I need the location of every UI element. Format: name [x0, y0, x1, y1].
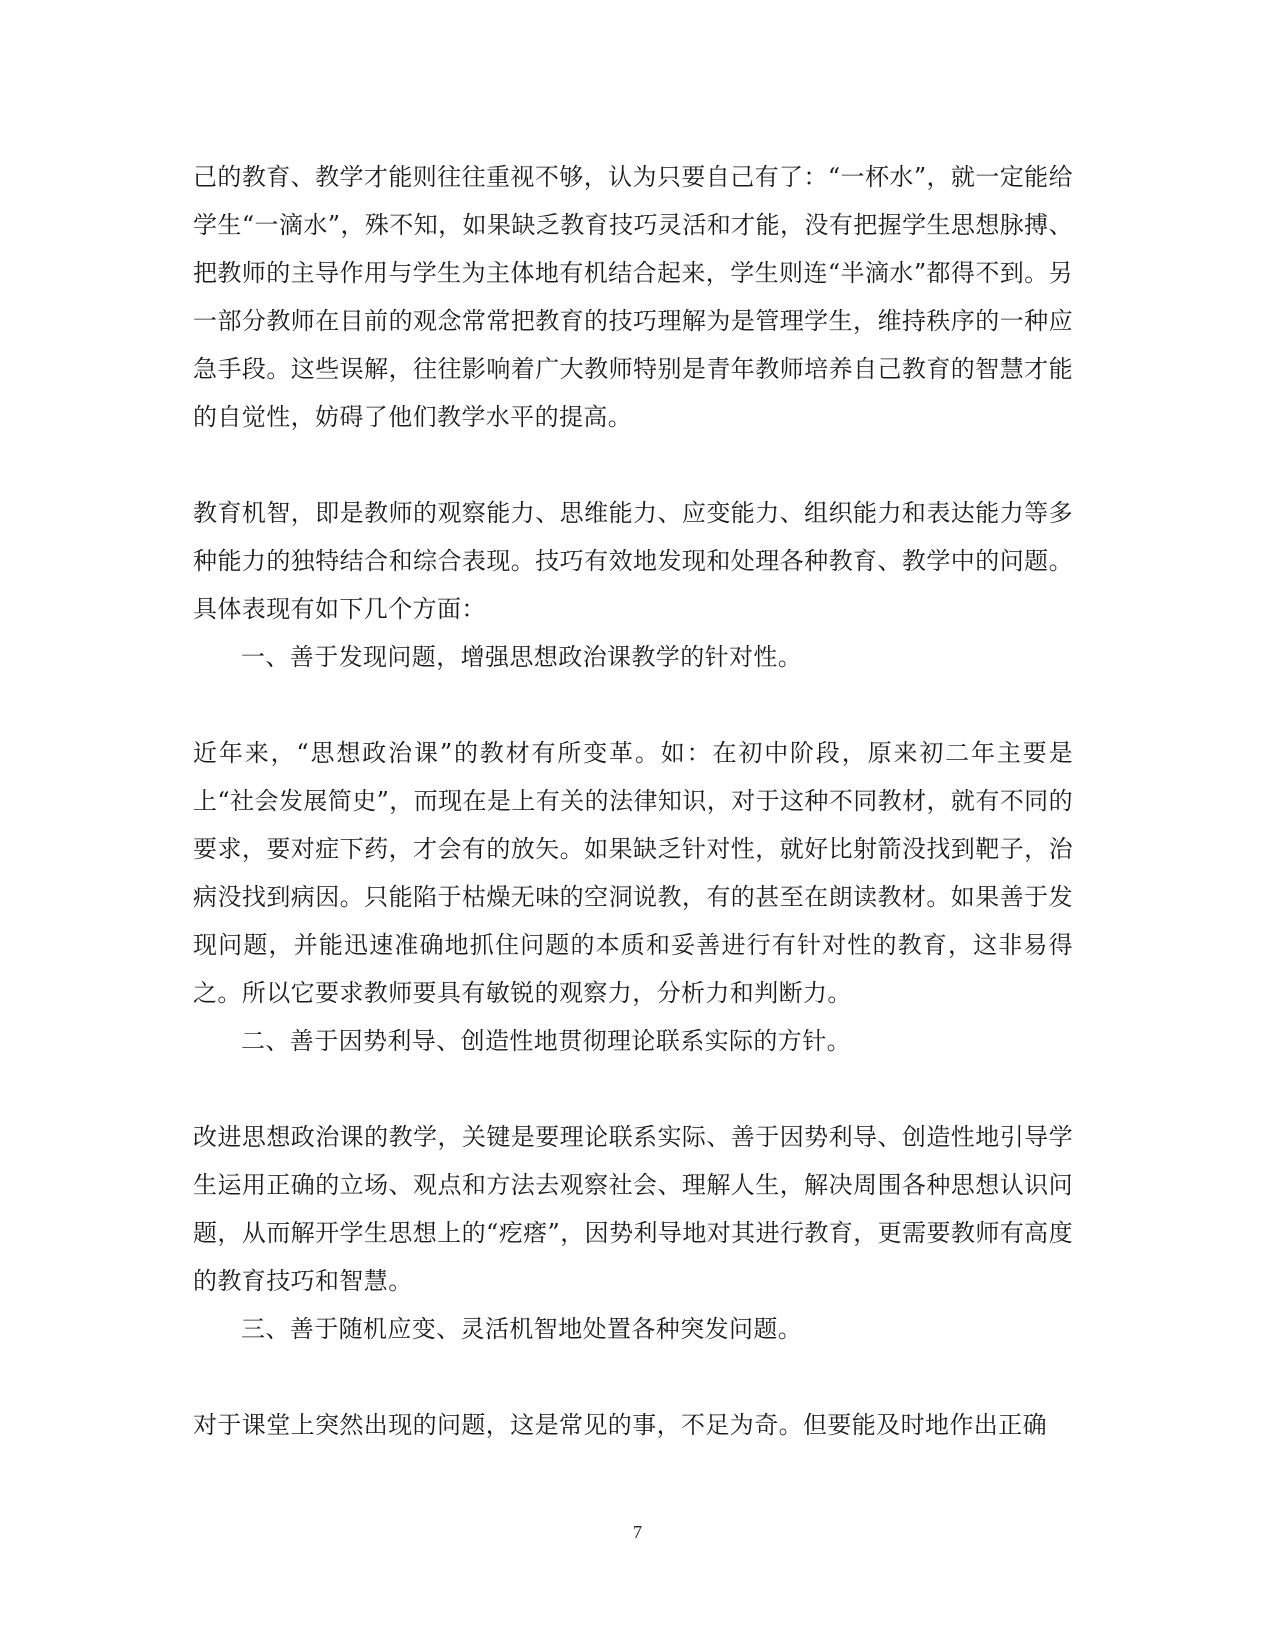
- paragraph-teaching-skill-misunderstanding: 己的教育、教学才能则往往重视不够，认为只要自己有了：“一杯水”，就一定能给学生“一滴水”，殊不知，如果缺乏教育技巧灵活和才能，没有把握学生思想脉搏、把教师的主导作用与学生为主体地有机结合起来，学生则连“半滴水”都得不到。另一部分教师在目前的观念常常把教育的技巧理解为是管理学生，维持秩序的一种应急手段。这些误解，往往影响着广大教师特别是青年教师培养自己教育的智慧才能的自觉性，妨碍了他们教学水平的提高。: [193, 163, 1073, 431]
- page-body: [193, 153, 1073, 1449]
- paragraph-theory-practice: 改进思想政治课的教学，关键是要理论联系实际、善于因势利导、创造性地引导学生运用正确的立场、观点和方法去观察社会、理解人生，解决周围各种思想认识问题，从而解开学生思想上的“疙瘩”，因势利导地对其进行教育，更需要教师有高度的教育技巧和智慧。: [193, 1123, 1073, 1295]
- paragraph-classroom-incidents: 对于课堂上突然出现的问题，这是常见的事，不足为奇。但要能及时地作出正确: [193, 1411, 1047, 1439]
- paragraph-textbook-reform: 近年来，“思想政治课”的教材有所变革。如：在初中阶段，原来初二年主要是上“社会发展简史”，而现在是上有关的法律知识，对于这种不同教材，就有不同的要求，要对症下药，才会有的放矢。如果缺乏针对性，就好比射箭没找到靶子，治病没找到病因。只能陷于枯燥无味的空洞说教，有的甚至在朗读教材。如果善于发现问题，并能迅速准确地抓住问题的本质和妥善进行有针对性的教育，这非易得之。所以它要求教师要具有敏锐的观察力，分析力和判断力。: [193, 739, 1073, 1007]
- page-number: 7: [633, 1522, 642, 1542]
- section-heading-1: 一、善于发现问题，增强思想政治课教学的针对性。: [241, 643, 803, 671]
- section-heading-3: 三、善于随机应变、灵活机智地处置各种突发问题。: [241, 1315, 803, 1343]
- section-heading-2: 二、善于因势利导、创造性地贯彻理论联系实际的方针。: [241, 1027, 851, 1055]
- paragraph-spacer: [193, 441, 1073, 489]
- paragraph-spacer: [193, 681, 1073, 729]
- paragraph-spacer: [193, 1065, 1073, 1113]
- paragraph-spacer: [193, 1353, 1073, 1401]
- paragraph-educational-wit-definition: 教育机智，即是教师的观察能力、思维能力、应变能力、组织能力和表达能力等多种能力的独特结合和综合表现。技巧有效地发现和处理各种教育、教学中的问题。具体表现有如下几个方面：: [193, 499, 1073, 623]
